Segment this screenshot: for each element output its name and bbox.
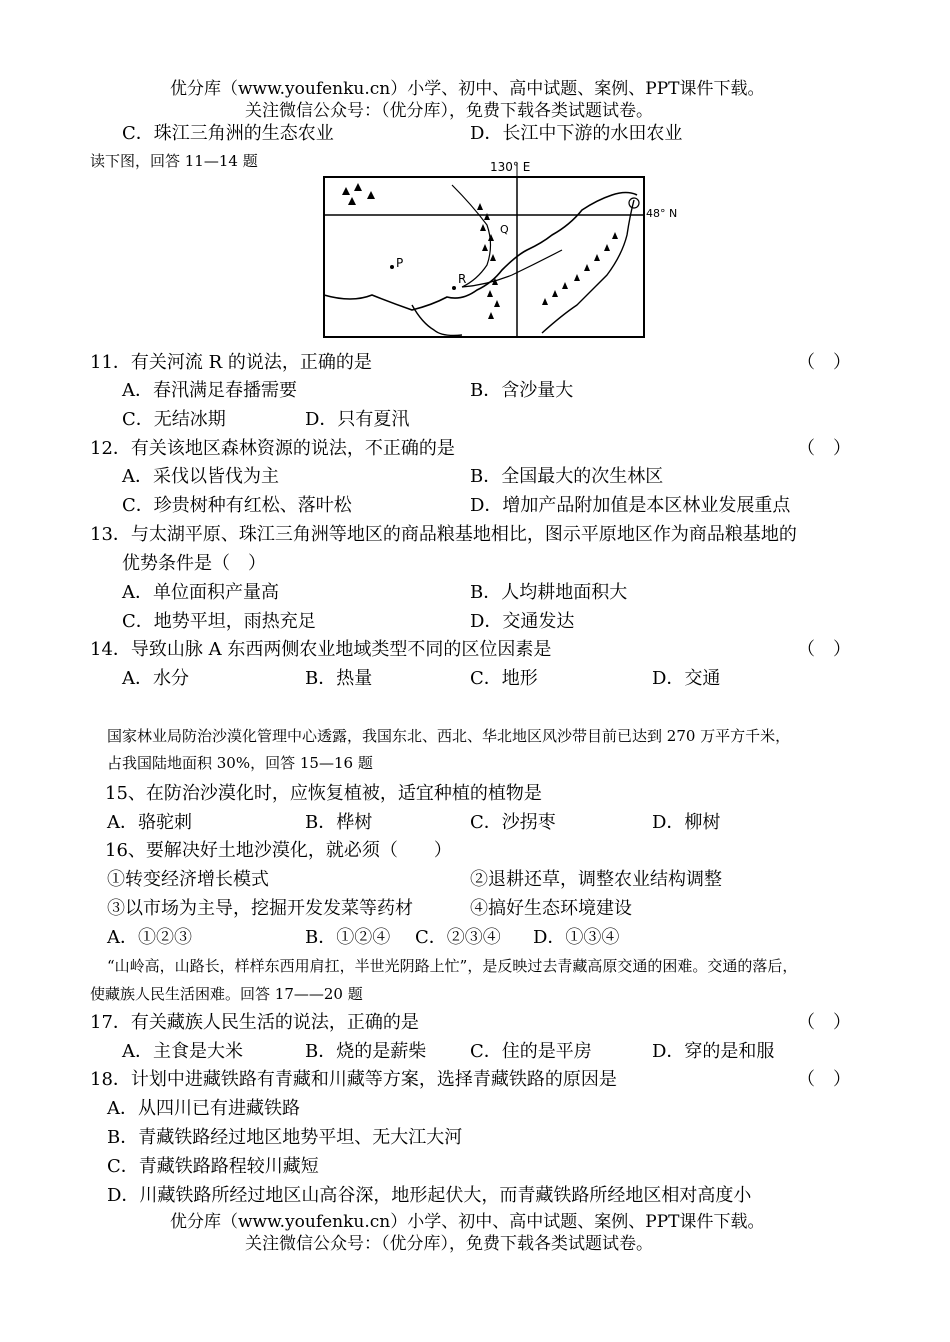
map-figure xyxy=(312,155,678,343)
q16-option-a: A．①②③ xyxy=(107,927,192,948)
header-line-2: 关注微信公众号：（优分库），免费下载各类试题试卷。 xyxy=(245,101,653,121)
q15-option-a: A．骆驼刺 xyxy=(107,812,192,833)
q18-stem: 18．计划中进藏铁路有青藏和川藏等方案，选择青藏铁路的原因是 xyxy=(90,1069,617,1090)
q16-statement-4: ④搞好生态环境建设 xyxy=(470,898,632,919)
q16-stem: 16、要解决好土地沙漠化，就必须（ ） xyxy=(105,840,452,861)
q11-option-a: A．春汛满足春播需要 xyxy=(122,380,297,401)
intro-11-14: 读下图，回答 11—14 题 xyxy=(90,152,258,170)
q13-stem-cont: 优势条件是（ ） xyxy=(122,553,266,574)
q17-option-d: D．穿的是和服 xyxy=(652,1041,775,1062)
q12-option-c: C．珍贵树种有红松、落叶松 xyxy=(122,495,352,516)
q17-option-b: B．烧的是薪柴 xyxy=(305,1041,427,1062)
q16-statement-1: ①转变经济增长模式 xyxy=(107,869,269,890)
q13-option-c: C．地势平坦，雨热充足 xyxy=(122,611,316,632)
q18-option-a: A．从四川已有进藏铁路 xyxy=(107,1098,300,1119)
q11-answer-paren: （ ） xyxy=(797,352,851,373)
point-r-dot xyxy=(452,286,456,290)
intro-15-16-line-1: 国家林业局防治沙漠化管理中心透露，我国东北、西北、华北地区风沙带目前已达到 270 万平方千米， xyxy=(107,727,791,745)
q11-option-c: C．无结冰期 xyxy=(122,409,226,430)
q18-option-d: D．川藏铁路所经过地区山高谷深，地形起伏大，而青藏铁路所经地区相对高度小 xyxy=(107,1185,752,1206)
intro-17-20-line-1: “山岭高，山路长，样样东西用肩扛，半世光阴路上忙”，是反映过去青藏高原交通的困难。交通的落后， xyxy=(107,957,798,975)
q16-statement-2: ②退耕还草，调整农业结构调整 xyxy=(470,869,722,890)
q14-option-c: C．地形 xyxy=(470,668,538,689)
q11-option-b: B．含沙量大 xyxy=(470,380,574,401)
q17-stem: 17．有关藏族人民生活的说法，正确的是 xyxy=(90,1012,419,1033)
q17-option-c: C．住的是平房 xyxy=(470,1041,592,1062)
q13-option-b: B．人均耕地面积大 xyxy=(470,582,628,603)
q18-option-b: B．青藏铁路经过地区地势平坦、无大江大河 xyxy=(107,1127,463,1148)
q11-stem: 11．有关河流 R 的说法，正确的是 xyxy=(90,352,372,373)
point-p-label: P xyxy=(396,256,404,270)
q15-option-d: D．柳树 xyxy=(652,812,721,833)
northeast-china-map xyxy=(312,155,678,343)
point-q-label: Q xyxy=(500,223,509,236)
q14-stem: 14．导致山脉 A 东西两侧农业地域类型不同的区位因素是 xyxy=(90,639,552,660)
meridian-label: 130° E xyxy=(490,160,531,174)
q13-stem: 13．与太湖平原、珠江三角洲等地区的商品粮基地相比，图示平原地区作为商品粮基地的 xyxy=(90,524,797,545)
intro-17-20-line-2: 使藏族人民生活困难。回答 17——20 题 xyxy=(90,985,363,1003)
q14-answer-paren: （ ） xyxy=(797,639,851,660)
q14-option-d: D．交通 xyxy=(652,668,721,689)
lake-khanka xyxy=(629,198,639,208)
q12-answer-paren: （ ） xyxy=(797,438,851,459)
q10-option-d: D．长江中下游的水田农业 xyxy=(470,123,683,144)
q14-option-a: A．水分 xyxy=(122,668,189,689)
q16-statement-3: ③以市场为主导，挖掘开发发菜等药材 xyxy=(107,898,413,919)
q13-option-d: D．交通发达 xyxy=(470,611,575,632)
q13-option-a: A．单位面积产量高 xyxy=(122,582,279,603)
q14-option-b: B．热量 xyxy=(305,668,373,689)
q16-option-d: D．①③④ xyxy=(533,927,620,948)
river-r-label: R xyxy=(458,272,467,286)
q17-answer-paren: （ ） xyxy=(797,1012,851,1033)
river-songhua xyxy=(462,250,562,287)
q11-option-d: D．只有夏汛 xyxy=(305,409,410,430)
q16-option-b: B．①②④ xyxy=(305,927,391,948)
parallel-label: 48° N xyxy=(646,207,678,220)
q12-option-b: B．全国最大的次生林区 xyxy=(470,466,664,487)
q15-stem: 15、在防治沙漠化时，应恢复植被，适宜种植的植物是 xyxy=(105,783,542,804)
footer-line-1: 优分库（www.youfenku.cn）小学、初中、高中试题、案例、PPT课件下载。 xyxy=(170,1212,765,1232)
q16-option-c: C．②③④ xyxy=(415,927,501,948)
south-border xyxy=(412,305,462,335)
q12-option-d: D．增加产品附加值是本区林业发展重点 xyxy=(470,495,791,516)
q15-option-c: C．沙拐枣 xyxy=(470,812,556,833)
q12-stem: 12．有关该地区森林资源的说法，不正确的是 xyxy=(90,438,455,459)
q12-option-a: A．采伐以皆伐为主 xyxy=(122,466,279,487)
header-line-1: 优分库（www.youfenku.cn）小学、初中、高中试题、案例、PPT课件下载。 xyxy=(170,79,765,99)
footer-line-2: 关注微信公众号：（优分库），免费下载各类试题试卷。 xyxy=(245,1234,653,1254)
q15-option-b: B．桦树 xyxy=(305,812,373,833)
q17-option-a: A．主食是大米 xyxy=(122,1041,243,1062)
point-p-dot xyxy=(390,265,394,269)
intro-15-16-line-2: 占我国陆地面积 30%，回答 15—16 题 xyxy=(107,754,373,772)
q18-option-c: C．青藏铁路路程较川藏短 xyxy=(107,1156,319,1177)
q18-answer-paren: （ ） xyxy=(797,1069,851,1090)
q10-option-c: C．珠江三角洲的生态农业 xyxy=(122,123,334,144)
mountain-symbols xyxy=(342,183,618,319)
